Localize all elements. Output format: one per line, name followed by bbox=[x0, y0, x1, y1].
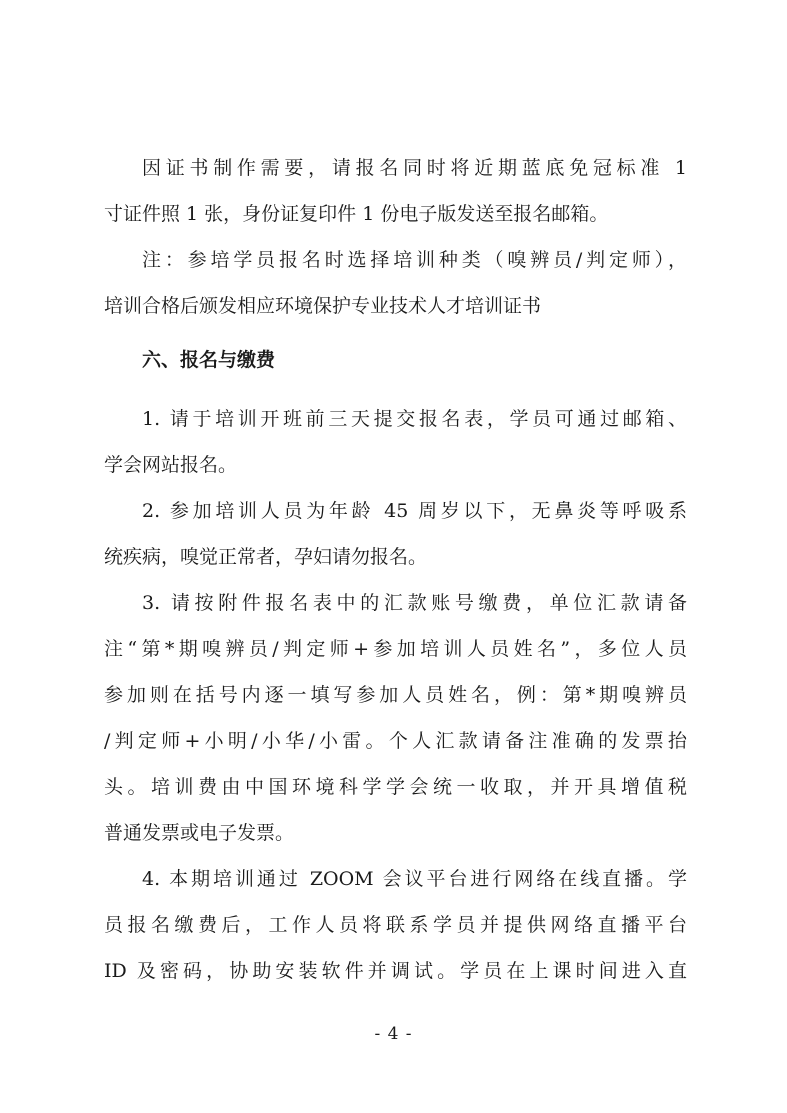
item-3-line-4: /判定师+小明/小华/小雷。个人汇款请备注准确的发票抬 bbox=[104, 730, 687, 752]
item-1-line-2: 学会网站报名。 bbox=[104, 454, 238, 476]
item-3-line-5: 头。培训费由中国环境科学学会统一收取，并开具增值税 bbox=[104, 776, 687, 798]
item-4-line-1: 4. 本期培训通过 ZOOM 会议平台进行网络在线直播。学 bbox=[142, 868, 687, 890]
item-4-line-3: ID 及密码，协助安装软件并调试。学员在上课时间进入直 bbox=[104, 960, 687, 982]
page-number: - 4 - bbox=[374, 1024, 413, 1044]
photo-requirement-line-1: 因证书制作需要，请报名同时将近期蓝底免冠标准 1 bbox=[142, 157, 687, 179]
item-3-line-6: 普通发票或电子发票。 bbox=[104, 822, 295, 844]
note-line-1: 注：参培学员报名时选择培训种类（嗅辨员/判定师）， bbox=[142, 249, 687, 271]
item-2-line-2: 统疾病，嗅觉正常者，孕妇请勿报名。 bbox=[104, 546, 428, 568]
item-3-line-2: 注“第*期嗅辨员/判定师+参加培训人员姓名”，多位人员 bbox=[104, 638, 687, 660]
photo-requirement-line-2: 寸证件照 1 张，身份证复印件 1 份电子版发送至报名邮箱。 bbox=[104, 203, 609, 225]
note-line-2: 培训合格后颁发相应环境保护专业技术人才培训证书 bbox=[104, 295, 542, 317]
item-2-line-1: 2. 参加培训人员为年龄 45 周岁以下，无鼻炎等呼吸系 bbox=[142, 500, 687, 522]
item-3-line-1: 3. 请按附件报名表中的汇款账号缴费，单位汇款请备 bbox=[142, 592, 687, 614]
item-1-line-1: 1. 请于培训开班前三天提交报名表，学员可通过邮箱、 bbox=[142, 408, 687, 430]
section-heading: 六、报名与缴费 bbox=[142, 349, 276, 371]
item-3-line-3: 参加则在括号内逐一填写参加人员姓名，例：第*期嗅辨员 bbox=[104, 684, 687, 706]
item-4-line-2: 员报名缴费后，工作人员将联系学员并提供网络直播平台 bbox=[104, 914, 687, 936]
